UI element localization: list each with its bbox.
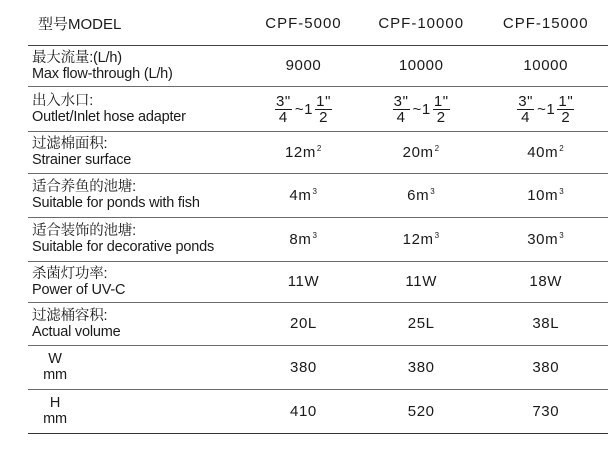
fraction-denominator: 2	[436, 108, 446, 126]
fraction-denominator: 4	[396, 108, 406, 126]
row-label	[28, 302, 248, 345]
value-cell: 520	[407, 402, 435, 420]
value-cell: $8m^3$	[289, 230, 318, 248]
value-cell: 18W	[529, 273, 563, 290]
adapter-fraction	[517, 94, 574, 125]
value-cell: $12m^2$	[284, 143, 322, 161]
label-zh: 适合养鱼的池塘:	[32, 179, 136, 195]
label-en: Power of UV-C	[32, 281, 126, 298]
value-cell: 380	[290, 358, 317, 376]
row-uv-power	[28, 261, 608, 302]
row-hose-adapter	[28, 86, 608, 131]
row-label	[28, 173, 248, 217]
fraction-denominator: 2	[319, 108, 329, 126]
label-unit: mm	[43, 367, 67, 383]
label-en: Strainer surface	[32, 152, 132, 168]
spec-table	[28, 2, 608, 434]
row-width	[28, 345, 608, 389]
value-cell: 38L	[532, 315, 560, 332]
value-cell: 730	[532, 402, 560, 420]
row-max-flow	[28, 45, 608, 86]
value-cell: $12m^3$	[402, 230, 440, 248]
row-label	[28, 345, 248, 389]
fraction-numerator: 1"	[558, 92, 574, 110]
row-label	[28, 261, 248, 302]
row-actual-volume	[28, 302, 608, 345]
row-label	[28, 45, 248, 86]
fraction-denominator: 4	[521, 108, 531, 126]
value-cell: $20m^2$	[402, 143, 440, 161]
value-cell: 11W	[287, 273, 320, 290]
value-cell: $4m^3$	[289, 186, 318, 204]
value-cell: 25L	[407, 315, 435, 332]
label-zh: 过滤桶容积:	[32, 307, 108, 324]
model-cpf-10000: CPF-10000	[378, 14, 465, 32]
value-cell	[359, 86, 484, 131]
value-cell: 410	[290, 402, 317, 420]
value-cell: $6m^3$	[407, 186, 436, 204]
value-cell: 380	[407, 358, 435, 376]
header-row	[28, 2, 608, 45]
fraction-numerator: 1"	[316, 92, 331, 110]
row-strainer-surface	[28, 131, 608, 173]
label-en: Actual volume	[32, 323, 121, 340]
row-label	[28, 217, 248, 261]
label-en: Max flow-through (L/h)	[32, 65, 173, 82]
fraction-separator: ~1	[294, 100, 314, 118]
value-cell: $40m^2$	[527, 143, 565, 161]
value-cell: $10m^3$	[527, 186, 565, 204]
adapter-fraction	[393, 94, 450, 125]
fraction-denominator: 4	[278, 108, 288, 126]
row-label	[28, 389, 248, 433]
row-ponds-decorative	[28, 217, 608, 261]
row-label	[28, 131, 248, 173]
label-zh: 杀菌灯功率:	[32, 265, 108, 282]
model-label: 型号MODEL	[38, 15, 122, 33]
value-cell: 10000	[398, 57, 444, 74]
value-cell	[248, 86, 359, 131]
row-height	[28, 389, 608, 433]
value-cell: $30m^3$	[527, 230, 565, 248]
fraction-separator: ~1	[412, 100, 431, 118]
row-ponds-fish	[28, 173, 608, 217]
fraction-numerator: 3"	[275, 92, 291, 110]
label-zh: 过滤棉面积:	[32, 136, 108, 152]
label-zh: 出入水口:	[32, 92, 94, 109]
label-en: Outlet/Inlet hose adapter	[32, 108, 186, 125]
value-cell: 380	[532, 358, 560, 376]
label-en: Suitable for decorative ponds	[32, 239, 215, 255]
fraction-denominator: 2	[561, 108, 571, 126]
adapter-fraction	[275, 94, 332, 125]
fraction-separator: ~1	[537, 100, 556, 118]
label-dimension: W	[48, 351, 62, 367]
label-zh: 适合装饰的池塘:	[32, 223, 136, 239]
fraction-numerator: 3"	[393, 92, 409, 110]
row-label	[28, 86, 248, 131]
value-cell	[483, 86, 608, 131]
model-cpf-5000: CPF-5000	[265, 14, 342, 32]
fraction-numerator: 3"	[518, 92, 534, 110]
value-cell: 9000	[285, 57, 322, 74]
value-cell: 10000	[523, 57, 569, 74]
model-cpf-15000: CPF-15000	[502, 14, 589, 32]
label-en: Suitable for ponds with fish	[32, 195, 200, 211]
label-dimension: H	[49, 395, 61, 411]
label-unit: mm	[43, 411, 67, 427]
value-cell: 11W	[405, 273, 437, 290]
fraction-numerator: 1"	[433, 92, 449, 110]
value-cell: 20L	[290, 315, 317, 332]
label-zh: 最大流量:(L/h)	[32, 49, 122, 66]
